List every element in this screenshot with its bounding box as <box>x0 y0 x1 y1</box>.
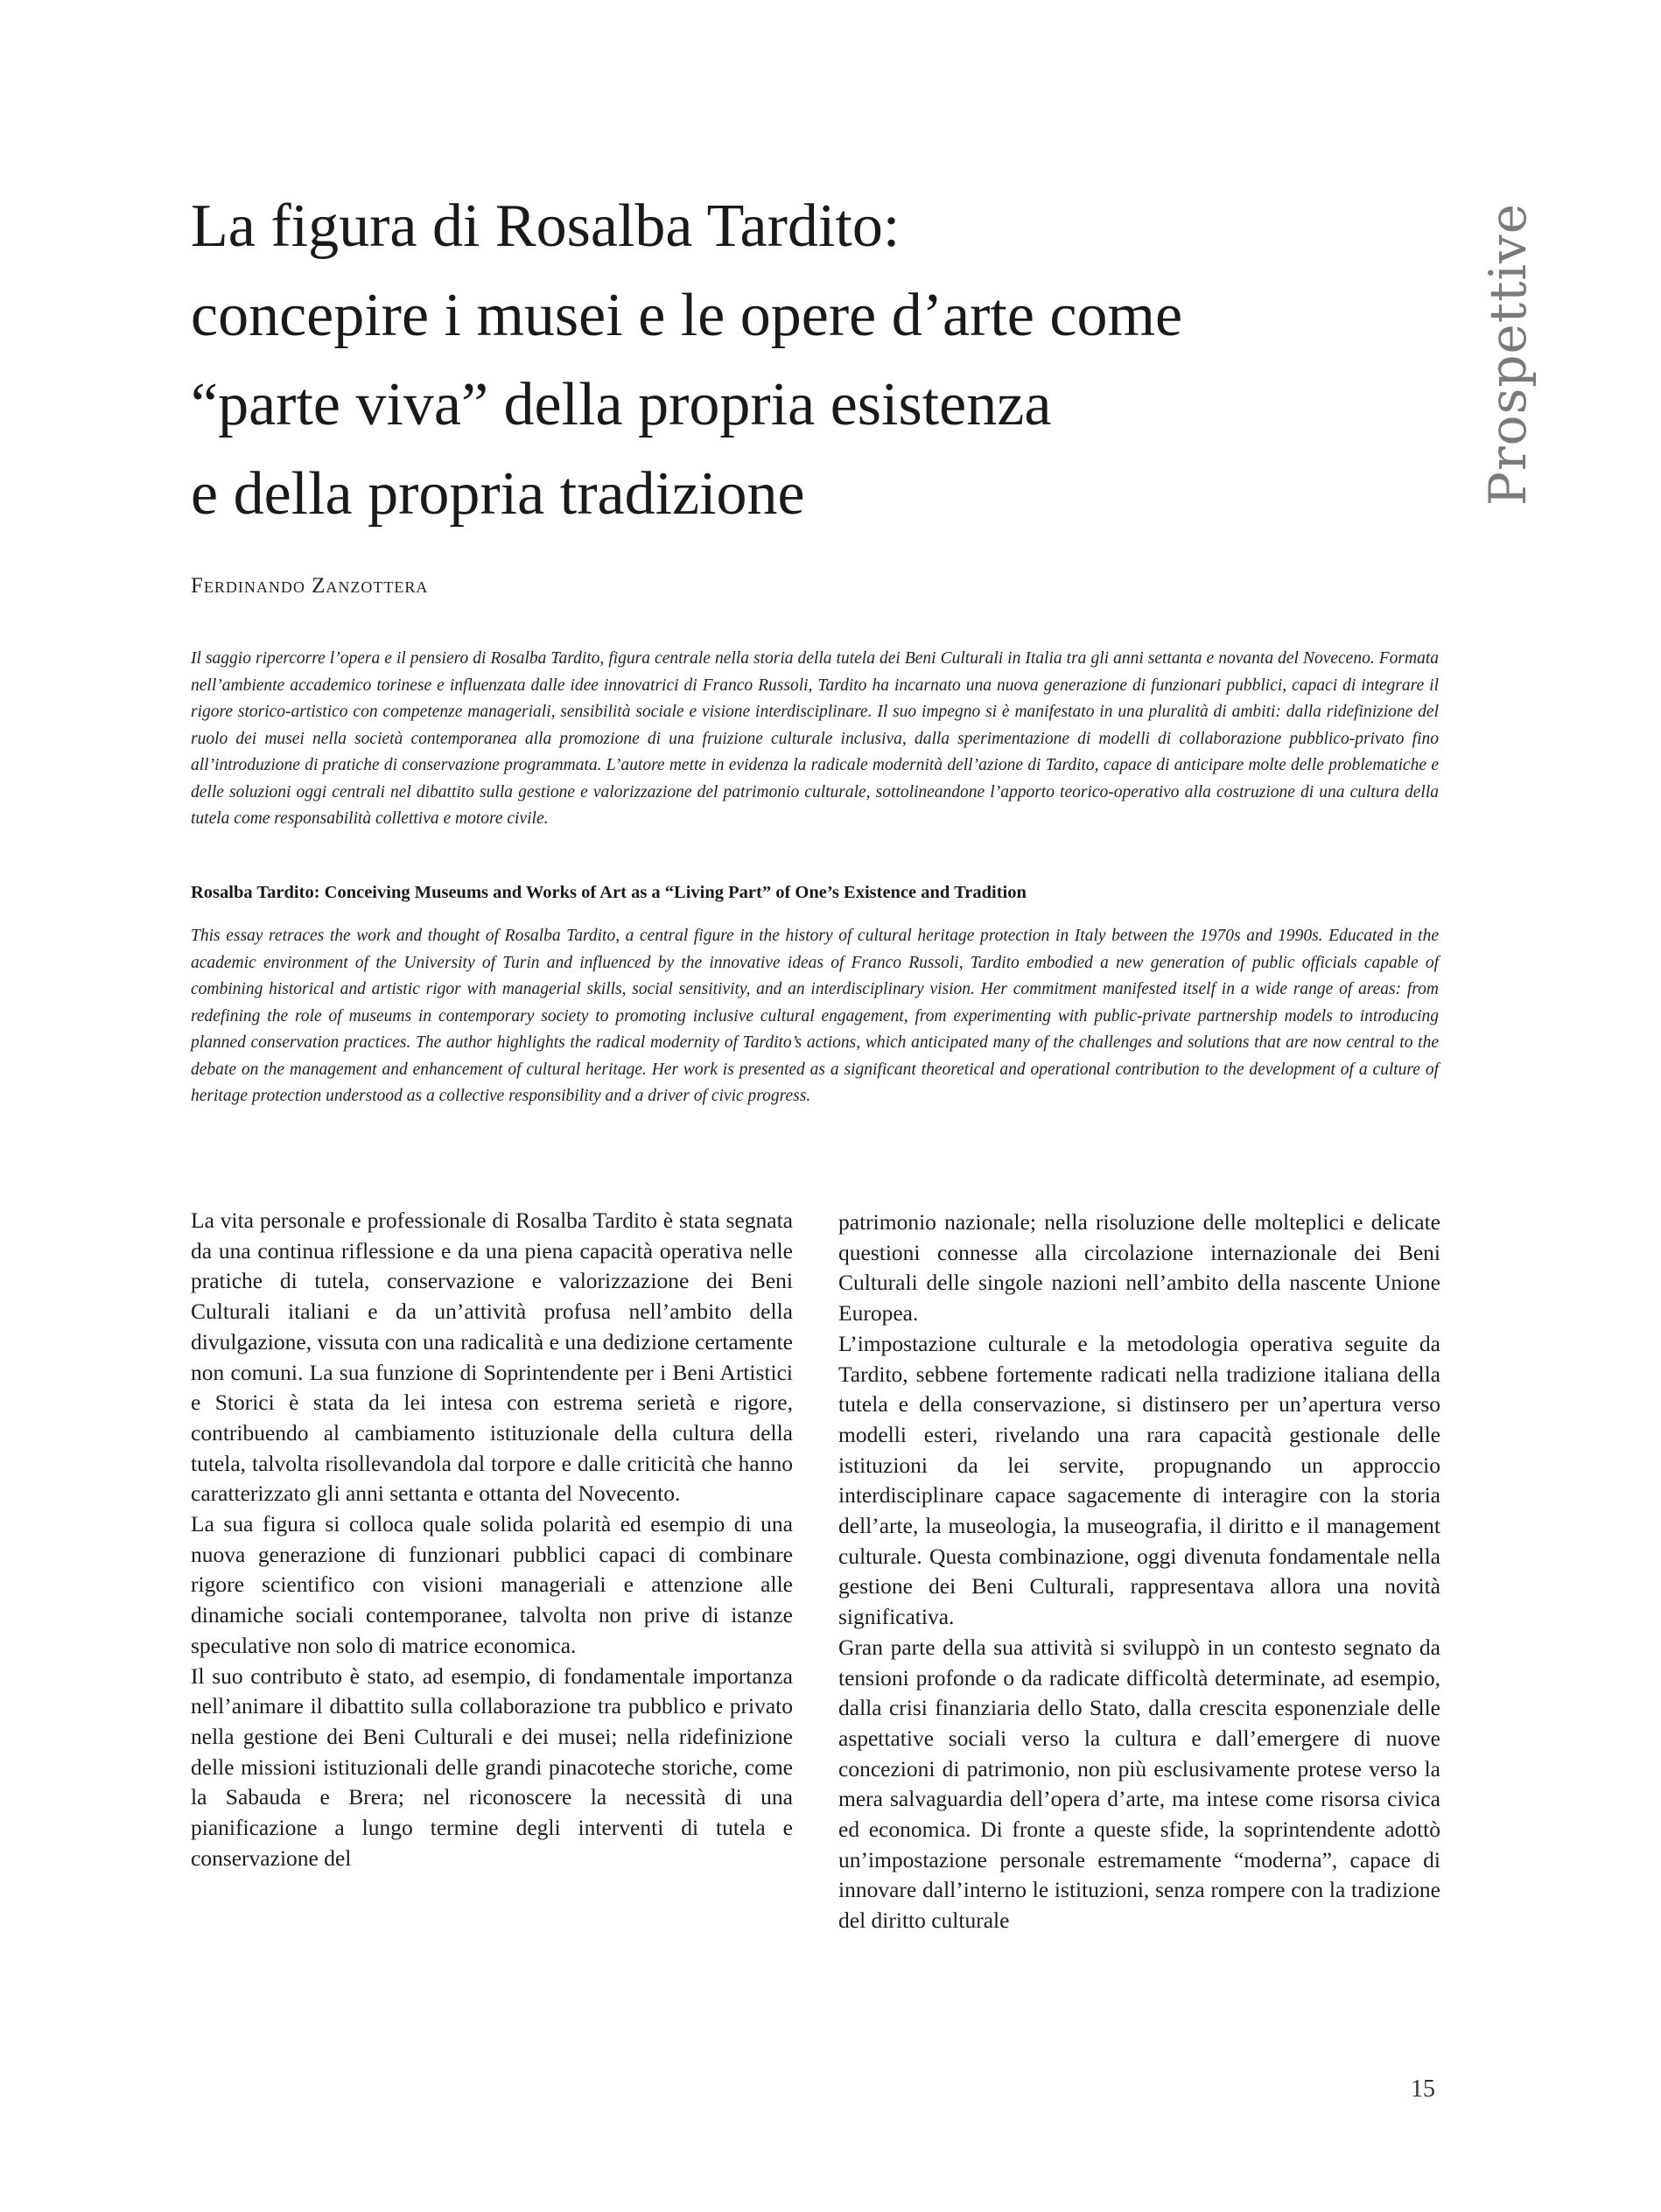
author-name: Ferdinando Zanzottera <box>191 574 429 598</box>
abstract-italian: Il saggio ripercorre l’opera e il pensiero di Rosalba Tardito, figura centrale nella storia della tutela dei Beni Culturali in Italia tra gli anni settanta e novanta del Noveceno. Formata nell’ambiente accademico torinese e influenzata dalle idee innovatrici di Franco Russoli, Tardito ha incarnato una nuova generazione di funzionari pubblici, capaci di integrare il rigore storico-artistico con competenze manageriali, sensibilità sociale e visione interdisciplinare. Il suo impegno si è manifestato in una pluralità di ambiti: dalla ridefinizione del ruolo dei musei nella società contemporanea alla promozione di una fruizione culturale inclusiva, dalla sperimentazione di modelli di collaborazione pubblico-privato fino all’introduzione di pratiche di conservazione programmata. L’autore mette in evidenza la radicale modernità dell’azione di Tardito, capace di anticipare molte delle problematiche e delle soluzioni oggi centrali nel dibattito sulla gestione e valorizzazione del patrimonio culturale, sottolineandone l’apporto teorico-operativo alla costruzione di una cultura della tutela come responsabilità collettiva e motore civile. <box>191 649 1439 828</box>
body-column-left <box>191 1206 793 1873</box>
body-paragraph: Il suo contributo è stato, ad esempio, di fondamentale importanza nell’animare il dibattito sulla collaborazione tra pubblico e privato nella gestione dei Beni Culturali e dei musei; nella ridefinizione delle missioni istituzionali delle grandi pinacoteche storiche, come la Sabauda e Brera; nel riconoscere la necessità di una pianificazione a lungo termine degli interventi di tutela e conservazione del <box>191 1662 793 1871</box>
english-title: Rosalba Tardito: Conceiving Museums and Works of Art as a “Living Part” of One’s Existence and Tradition <box>191 883 1027 902</box>
body-paragraph: La vita personale e professionale di Rosalba Tardito è stata segnata da una continua riflessione e da una piena capacità operativa nelle pratiche di tutela, conservazione e valorizzazione dei Beni Culturali italiani e da un’attività profusa nell’ambito della divulgazione, vissuta con una radicalità e una dedizione certamente non comuni. La sua funzione di Soprintendente per i Beni Artistici e Storici è stata da lei intesa con estrema serietà e rigore, contribuendo al cambiamento istituzionale della cultura della tutela, talvolta risollevandola dal torpore e dalle criticità che hanno caratterizzato gli anni settanta e ottanta del Novecento. <box>191 1208 793 1507</box>
article-title <box>191 182 1416 539</box>
section-label-text: Prospettive <box>1478 202 1538 507</box>
title-line: concepire i musei e le opere d’arte come <box>191 282 1183 349</box>
title-line: e della propria tradizione <box>191 460 805 528</box>
body-paragraph: patrimonio nazionale; nella risoluzione delle molteplici e delicate questioni connesse alla circolazione internazionale dei Beni Culturali delle singole nazioni nell’ambito della nascente Unione Europea. <box>838 1209 1440 1326</box>
title-line: “parte viva” della propria esistenza <box>191 371 1052 438</box>
body-paragraph: L’impostazione culturale e la metodologia operativa seguite da Tardito, sebbene fortemente radicati nella tradizione italiana della tutela e della conservazione, si distinsero per un’apertura verso modelli esteri, rivelando una rara capacità gestionale delle istituzioni da lei servite, propugnando un approccio interdisciplinare capace sagacemente di interagire con la storia dell’arte, la museologia, la museografia, il diritto e il management culturale. Questa combinazione, oggi divenuta fondamentale nella gestione dei Beni Culturali, rappresentava allora una novità significativa. <box>838 1330 1440 1630</box>
abstract-english: This essay retraces the work and thought of Rosalba Tardito, a central figure in the history of cultural heritage protection in Italy between the 1970s and 1990s. Educated in the academic environment of the University of Turin and influenced by the innovative ideas of Franco Russoli, Tardito embodied a new generation of public officials capable of combining historical and artistic rigor with managerial skills, social sensitivity, and an interdisciplinary vision. Her commitment manifested itself in a wide range of areas: from redefining the role of museums in contemporary society to promoting inclusive cultural engagement, from experimenting with public-private partnership models to introducing planned conservation practices. The author highlights the radical modernity of Tardito’s actions, which anticipated many of the challenges and solutions that are now central to the debate on the management and enhancement of cultural heritage. Her work is presented as a significant theoretical and operational contribution to the development of a culture of heritage protection understood as a collective responsibility and a driver of civic progress. <box>191 927 1439 1105</box>
section-label <box>1460 202 1556 507</box>
body-paragraph: La sua figura si colloca quale solida polarità ed esempio di una nuova generazione di funzionari pubblici capaci di combinare rigore scientifico con visioni manageriali e attenzione alle dinamiche sociali contemporanee, talvolta non prive di istanze speculative non solo di matrice economica. <box>191 1511 793 1658</box>
body-paragraph: Gran parte della sua attività si sviluppò in un contesto segnato da tensioni profonde o da radicate difficoltà determinate, ad esempio, dalla crisi finanziaria dello Stato, dalla crescita esponenziale delle aspettative sociali verso la cultura e dall’emergere di nuove concezioni di patrimonio, non più esclusivamente protese verso la mera salvaguardia dell’opera d’arte, ma intese come risorsa civica ed economica. Di fronte a queste sfide, la soprintendente adottò un’impostazione personale estremamente “moderna”, capace di innovare dall’interno le istituzioni, senza rompere con la tradizione del diritto culturale <box>838 1634 1440 1934</box>
title-line: La figura di Rosalba Tardito: <box>191 192 901 260</box>
page-number: 15 <box>1411 2076 1435 2103</box>
body-column-right <box>838 1208 1440 1936</box>
